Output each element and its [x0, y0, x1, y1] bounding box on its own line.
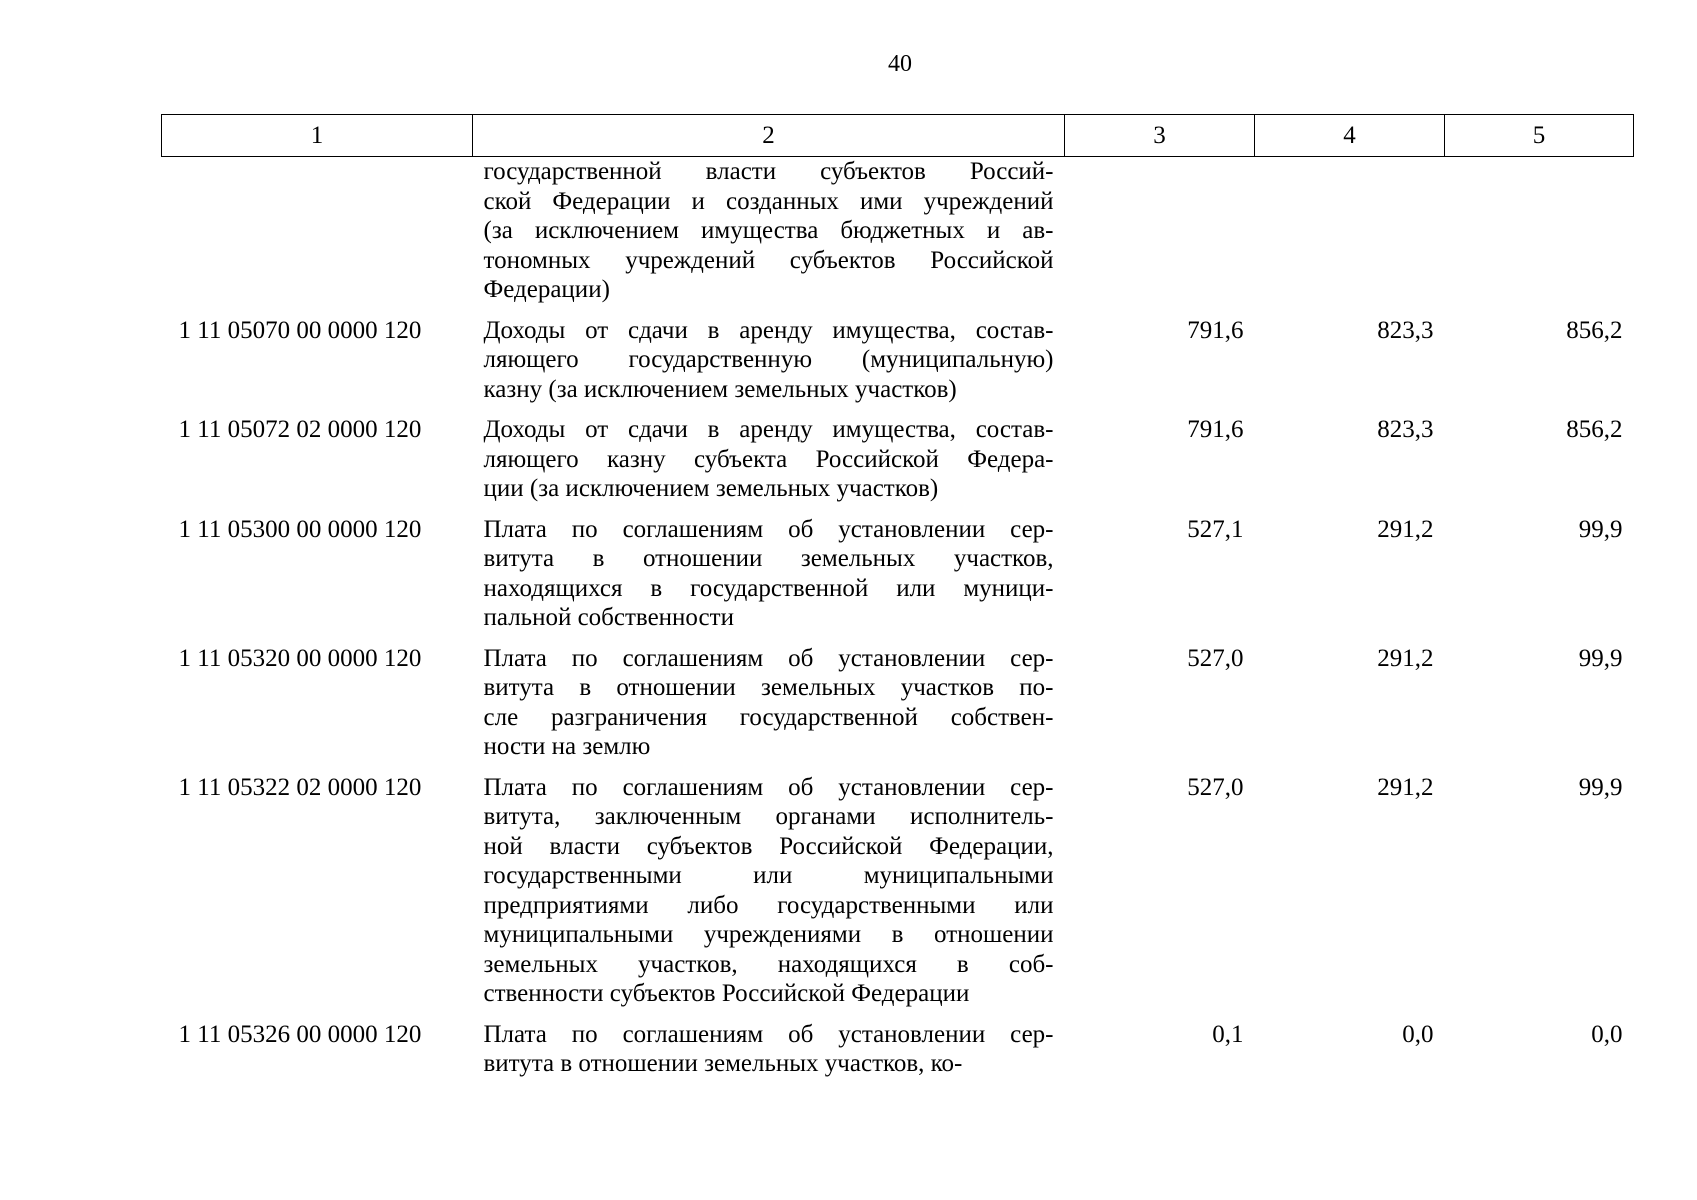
value-cell-col5: 99,9: [1578, 515, 1623, 543]
budget-code-cell: 1 11 05070 00 0000 120: [178, 316, 422, 344]
description-cell: [473, 504, 1065, 633]
value-cell-col4: 291,2: [1377, 773, 1434, 801]
description-line: сле разграничения государственной собствен-: [483, 703, 1054, 731]
description-line: Плата по соглашениям об установлении сер-: [483, 644, 1054, 672]
description-line: Плата по соглашениям об установлении сер-: [483, 773, 1054, 801]
description-line: ции (за исключением земельных участков): [483, 475, 939, 502]
description-line: пальной собственности: [483, 604, 734, 631]
table-row: [162, 633, 1634, 762]
table-row: [162, 504, 1634, 633]
description-line: Плата по соглашениям об установлении сер-: [483, 1020, 1054, 1048]
budget-code-cell: 1 11 05300 00 0000 120: [178, 515, 422, 543]
description-line: муниципальными учреждениями в отношении: [483, 921, 1054, 948]
table-row: [162, 762, 1634, 1009]
value-cell-col5: [1445, 157, 1634, 305]
value-cell-col3: 791,6: [1187, 316, 1244, 344]
description-line: витута, заключенным органами исполнитель-: [483, 803, 1054, 830]
description-line: ской Федерации и созданных ими учреждений: [483, 187, 1054, 215]
column-header: 1: [162, 115, 473, 157]
description-cell: [473, 633, 1065, 762]
value-cell-col3: 527,0: [1187, 773, 1244, 801]
description-line: (за исключением имущества бюджетных и ав-: [483, 217, 1054, 244]
column-header: 3: [1065, 115, 1255, 157]
description-line: ственности субъектов Российской Федерации: [483, 980, 970, 1007]
description-line: витута в отношении земельных участков по-: [483, 674, 1054, 701]
description-cell: [473, 1009, 1065, 1079]
header-row: [162, 115, 1634, 157]
column-header: 2: [473, 115, 1065, 157]
value-cell-col4: 291,2: [1377, 644, 1434, 672]
description-cell: [473, 404, 1065, 504]
value-cell-col3: [1065, 157, 1255, 305]
table-row: [162, 305, 1634, 405]
value-cell-col4: [1255, 157, 1445, 305]
description-cell: [473, 305, 1065, 405]
description-line: казну (за исключением земельных участков): [483, 375, 957, 403]
description-line: Плата по соглашениям об установлении сер-: [483, 515, 1054, 543]
description-line: земельных участков, находящихся в соб-: [483, 950, 1054, 978]
budget-table: [161, 114, 1634, 1079]
description-line: тономных учреждений субъектов Российской: [483, 246, 1054, 274]
value-cell-col3: 791,6: [1187, 416, 1244, 443]
value-cell-col5: 856,2: [1566, 416, 1623, 443]
table-row: [162, 404, 1634, 504]
budget-code-cell: 1 11 05326 00 0000 120: [178, 1020, 422, 1048]
description-line: ляющего казну субъекта Российской Федера-: [483, 445, 1054, 473]
table-row: [162, 1009, 1634, 1079]
budget-code-cell: 1 11 05320 00 0000 120: [178, 644, 422, 672]
value-cell-col3: 527,1: [1187, 515, 1244, 543]
description-line: находящихся в государственной или муници-: [483, 574, 1054, 602]
description-cell: [473, 157, 1065, 305]
page-number: 40: [888, 51, 912, 77]
description-line: ности на землю: [483, 733, 651, 760]
description-line: ляющего государственную (муниципальную): [483, 346, 1054, 373]
table-row: [162, 157, 1634, 305]
budget-code-cell: 1 11 05072 02 0000 120: [178, 416, 422, 443]
description-line: государственными или муниципальными: [483, 862, 1054, 889]
column-header: 4: [1255, 115, 1445, 157]
value-cell-col4: 291,2: [1377, 515, 1434, 543]
value-cell-col5: 856,2: [1566, 316, 1623, 344]
description-line: витута в отношении земельных участков, ко-: [483, 1050, 963, 1077]
description-line: предприятиями либо государственными или: [483, 891, 1054, 919]
value-cell-col3: 527,0: [1187, 644, 1244, 672]
value-cell-col4: 0,0: [1402, 1020, 1434, 1048]
description-line: Доходы от сдачи в аренду имущества, состав-: [483, 316, 1054, 344]
value-cell-col4: 823,3: [1377, 416, 1434, 443]
value-cell-col3: 0,1: [1212, 1020, 1244, 1048]
description-line: витута в отношении земельных участков,: [483, 545, 1054, 572]
value-cell-col5: 99,9: [1578, 773, 1623, 801]
column-header: 5: [1445, 115, 1634, 157]
budget-code-cell: [162, 157, 473, 305]
description-line: Доходы от сдачи в аренду имущества, состав-: [483, 416, 1054, 443]
description-line: ной власти субъектов Российской Федерации,: [483, 832, 1054, 860]
value-cell-col4: 823,3: [1377, 316, 1434, 344]
value-cell-col5: 99,9: [1578, 644, 1623, 672]
description-cell: [473, 762, 1065, 1009]
description-line: государственной власти субъектов Россий-: [483, 158, 1054, 185]
table-body: [162, 157, 1634, 1079]
description-line: Федерации): [483, 276, 610, 303]
value-cell-col5: 0,0: [1591, 1020, 1623, 1048]
budget-code-cell: 1 11 05322 02 0000 120: [178, 773, 422, 801]
